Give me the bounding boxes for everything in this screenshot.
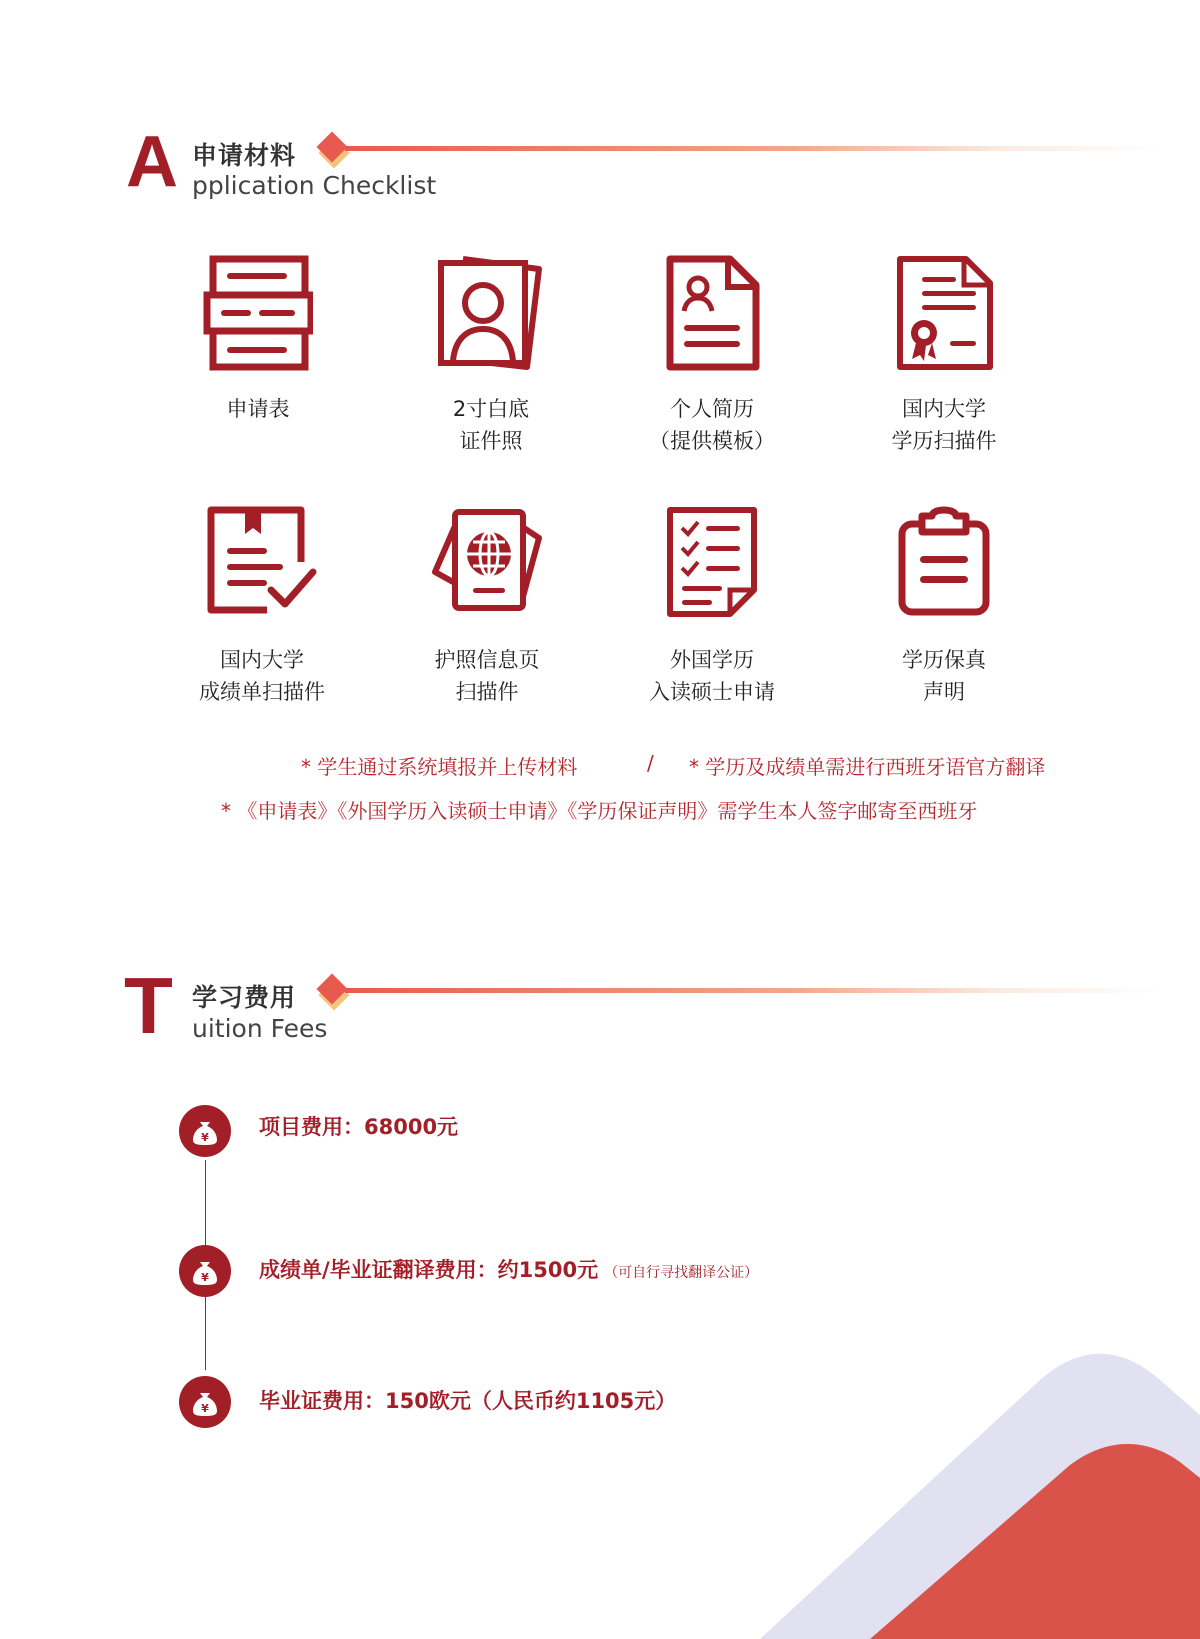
section-a-title-cn: 申请材料 — [192, 141, 297, 170]
checklist-label: 外国学历 入读硕士申请 — [649, 648, 775, 704]
svg-text:¥: ¥ — [201, 1402, 209, 1415]
checklist-label: 2寸白底 证件照 — [452, 397, 530, 453]
section-a-title-en: pplication Checklist — [192, 171, 437, 200]
fee-text: 项目费用：68000元 — [259, 1115, 459, 1139]
checklist-label: 国内大学 学历扫描件 — [891, 397, 997, 453]
note-line1-left: * 学生通过系统填报并上传材料 — [301, 755, 578, 779]
fee-text: 毕业证费用：150欧元（人民币约1105元） — [259, 1389, 677, 1413]
checklist-label: 申请表 — [226, 397, 290, 421]
checklist-label: 护照信息页 扫描件 — [434, 648, 540, 704]
fee-text: 成绩单/毕业证翻译费用：约1500元 — [259, 1258, 599, 1282]
note-line2: * 《申请表》《外国学历入读硕士申请》《学历保证声明》需学生本人签字邮寄至西班牙 — [221, 799, 978, 823]
section-t-letter: T — [124, 961, 173, 1050]
checklist-label: 学历保真 声明 — [902, 648, 986, 704]
checklist-label: 个人简历 （提供模板） — [649, 397, 775, 453]
section-a-letter: A — [126, 122, 178, 202]
svg-text:¥: ¥ — [201, 1271, 209, 1284]
note-line1-right: * 学历及成绩单需进行西班牙语官方翻译 — [689, 755, 1046, 779]
svg-text:¥: ¥ — [201, 1131, 209, 1144]
section-t-title-en: uition Fees — [192, 1014, 328, 1043]
checklist-label: 国内大学 成绩单扫描件 — [199, 648, 325, 704]
section-t-title-cn: 学习费用 — [192, 983, 297, 1012]
fee-note: （可自行寻找翻译公证） — [604, 1265, 759, 1281]
note-line1-separator: / — [647, 751, 654, 775]
